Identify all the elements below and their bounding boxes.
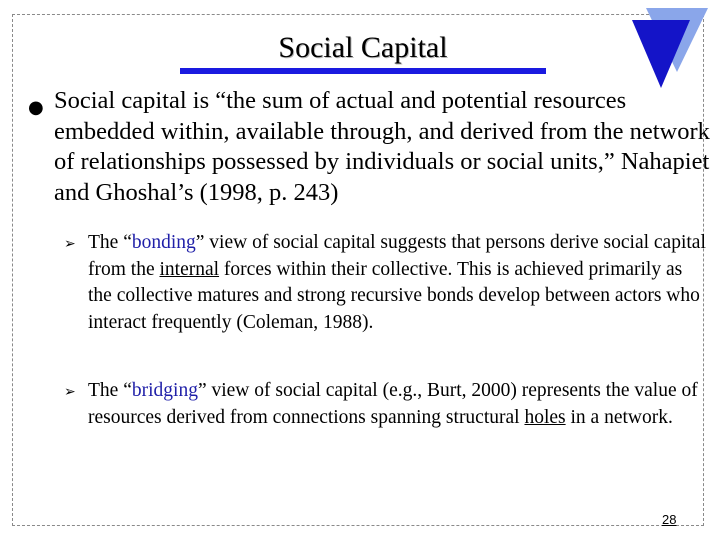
sub-bullet-text: in a network.	[565, 406, 673, 428]
internal-term: internal	[159, 258, 220, 280]
bridging-term: bridging	[131, 380, 198, 401]
arrowhead-bullet-icon: ➢	[64, 236, 76, 252]
sub-bullet-text: ” view of social capital suggests that persons derive social capital from the	[88, 232, 706, 280]
holes-term: holes	[524, 406, 566, 428]
bonding-term: bonding	[131, 232, 196, 253]
slide-title: Social Capital	[278, 31, 448, 64]
sub-bullet-bridging	[88, 378, 710, 431]
arrowhead-bullet-icon: ➢	[64, 384, 76, 400]
sub-bullet-text: The “	[88, 232, 132, 253]
sub-bullet-text: forces within their collective. This is achieved primarily as the collective matures and strong recursive bonds develop between actors who interact frequently (Coleman, 1988).	[88, 258, 700, 333]
sub-bullet-text: The “	[88, 380, 132, 401]
title-underline-bar	[180, 68, 546, 74]
triangle-logo-icon	[628, 4, 710, 92]
page-number: 28	[662, 512, 677, 527]
main-bullet-text: Social capital is “the sum of actual and potential resources embedded within, available through, and derived from the network of relationships possessed by individuals or social units,” Nahapiet and Ghoshal’s (1998, p. 243)	[54, 87, 710, 206]
sub-bullet-bonding	[88, 230, 710, 336]
round-bullet-icon: ●	[28, 97, 44, 118]
sub-bullet-text: ” view of social capital (e.g., Burt, 2000) represents the value of resources derived from connections spanning structural	[88, 380, 698, 428]
